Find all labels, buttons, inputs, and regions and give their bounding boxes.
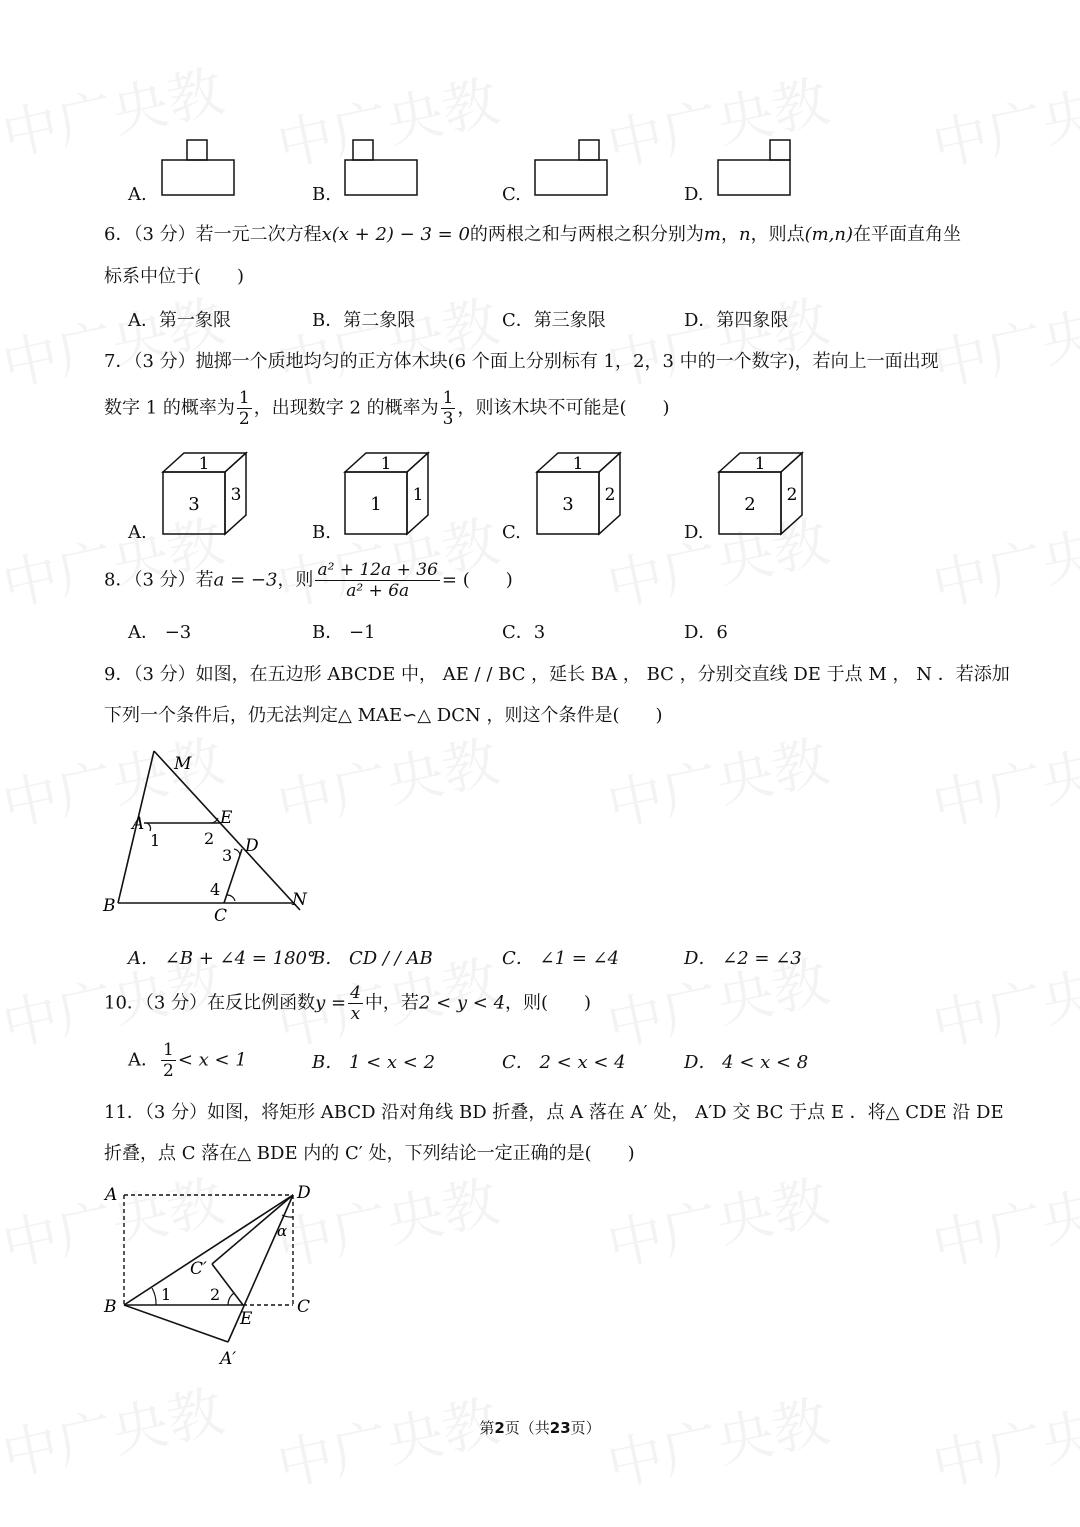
fraction-denominator: 3 — [442, 409, 454, 429]
footer-page-number: 2 — [494, 1419, 505, 1437]
q9-label-e: E — [220, 808, 233, 828]
q9-angle-3: 3 — [222, 846, 233, 865]
q6-text: ， — [720, 224, 739, 245]
q8-line — [104, 560, 513, 601]
q9-option-d: D． ∠2 = ∠3 — [684, 948, 802, 969]
q9-label-c: C — [214, 906, 228, 926]
q8-option-d: D．6 — [684, 622, 728, 643]
q9-option-c: C． ∠1 = ∠4 — [502, 948, 620, 969]
q7-text: ，则该木块不可能是( ) — [457, 397, 670, 419]
q6-equation: x(x + 2) − 3 = 0 — [321, 224, 470, 245]
watermark — [599, 278, 835, 403]
q10-option-d: D． 4 < x < 8 — [684, 1052, 809, 1073]
q11-label-a-prime: A′ — [220, 1349, 237, 1369]
q9-label-b: B — [103, 896, 116, 916]
q7-line-2 — [104, 388, 670, 429]
q10-option-c: C． 2 < x < 4 — [502, 1052, 626, 1073]
q11-angle-1: 1 — [161, 1285, 172, 1304]
footer-text: 第 — [479, 1419, 495, 1437]
q6-var-n: n — [738, 224, 751, 245]
q9-label-m: M — [174, 754, 192, 774]
option-letter: A． — [128, 1049, 159, 1071]
q7-option-d-label: D. — [684, 522, 704, 543]
fraction-denominator: x — [350, 1004, 361, 1024]
q9-label-d: D — [245, 836, 259, 856]
fraction-denominator: 2 — [163, 1061, 174, 1081]
q6-text: ，则点 — [750, 224, 805, 245]
q6-option-d: D．第四象限 — [684, 310, 789, 331]
q10-condition: 2 < y < 4 — [418, 992, 506, 1014]
q10-function: y = — [315, 992, 347, 1014]
q10-text: 10．（3 分）在反比例函数 — [104, 992, 316, 1014]
cube-side-number: 2 — [604, 485, 616, 505]
q8-text: ，则 — [277, 569, 314, 591]
q6-option-c: C．第三象限 — [502, 310, 606, 331]
fraction-numerator: 1 — [238, 388, 250, 408]
q11-label-c: C — [297, 1297, 311, 1317]
watermark — [599, 718, 835, 843]
q5-option-a-figure — [160, 138, 238, 198]
q5-option-c-figure — [533, 138, 611, 198]
q5-option-d-label: D. — [684, 184, 704, 205]
cube-top-number: 1 — [572, 454, 584, 474]
watermark — [599, 1158, 835, 1283]
q7-cube-a — [160, 450, 250, 540]
q10-function-fraction — [348, 983, 363, 1024]
q8-text: = ( ) — [441, 569, 513, 591]
fraction-denominator: a² + 6a — [346, 581, 410, 601]
cube-side-number: 1 — [412, 485, 424, 505]
q10-option-a — [128, 1040, 247, 1081]
footer-text: 页） — [570, 1419, 601, 1437]
q7-option-b-label: B. — [312, 522, 331, 543]
q9-angle-1: 1 — [150, 831, 161, 850]
fraction-numerator: a² + 12a + 36 — [317, 560, 438, 580]
q6-point: (m,n) — [804, 224, 854, 245]
footer-text: 页（共 — [504, 1419, 550, 1437]
q8-option-a: A． −3 — [128, 622, 192, 643]
watermark — [599, 1378, 835, 1503]
q6-text: 6．（3 分）若一元二次方程 — [104, 224, 322, 245]
watermark — [269, 1378, 505, 1503]
q10-option-a-fraction — [161, 1040, 176, 1081]
cube-side-number: 3 — [230, 485, 242, 505]
q7-cube-c — [534, 450, 624, 540]
q5-option-a-label: A. — [128, 184, 147, 205]
q8-option-c: C．3 — [502, 622, 546, 643]
watermark — [0, 278, 230, 403]
q6-line-1 — [104, 224, 961, 246]
cube-front-number: 1 — [370, 494, 382, 515]
fraction-denominator: 2 — [238, 409, 250, 429]
q5-option-d-figure — [716, 138, 794, 198]
q5-option-b-figure — [343, 138, 421, 198]
q6-var-m: m — [703, 224, 721, 245]
watermark — [924, 58, 1080, 183]
q7-text: ，出现数字 2 的概率为 — [253, 397, 439, 419]
q9-angle-4: 4 — [210, 880, 221, 899]
q7-cube-b — [342, 450, 432, 540]
q11-line-2: 折叠，点 C 落在△ BDE 内的 C′ 处，下列结论一定正确的是( ) — [104, 1143, 635, 1164]
cube-front-number: 2 — [744, 494, 756, 515]
q11-label-a: A — [105, 1185, 118, 1205]
watermark — [924, 498, 1080, 623]
watermark — [924, 718, 1080, 843]
footer-total-pages: 23 — [549, 1419, 571, 1437]
watermark — [924, 1378, 1080, 1503]
q9-option-a: A． ∠B + ∠4 = 180° — [128, 948, 316, 969]
q8-fraction — [315, 560, 439, 601]
q8-text: 8．（3 分）若 — [104, 569, 214, 591]
q10-text: ，则( ) — [505, 992, 592, 1014]
q9-label-n: N — [292, 890, 307, 910]
fraction-numerator: 1 — [163, 1040, 174, 1060]
cube-front-number: 3 — [562, 494, 574, 515]
q9-pentagon-figure — [100, 745, 320, 930]
q7-fraction-1 — [237, 388, 252, 429]
q6-text: 在平面直角坐 — [853, 224, 962, 245]
q9-line-1: 9．（3 分）如图，在五边形 ABCDE 中， AE / / BC ，延长 BA ， BC ，分别交直线 DE 于点 M ， N ．若添加 — [104, 664, 1010, 685]
watermark — [924, 278, 1080, 403]
q5-option-b-label: B. — [312, 184, 331, 205]
q6-line-2: 标系中位于( ) — [104, 266, 245, 287]
q8-option-b: B． −1 — [312, 622, 376, 643]
page-footer — [0, 1417, 1080, 1438]
cube-top-number: 1 — [380, 454, 392, 474]
watermark — [924, 1158, 1080, 1283]
q7-option-a-label: A. — [128, 522, 147, 543]
q10-line — [104, 983, 591, 1024]
q9-label-a: A — [132, 814, 145, 834]
q7-option-c-label: C. — [502, 522, 521, 543]
q7-fraction-2 — [441, 388, 456, 429]
q11-label-c-prime: C′ — [190, 1259, 207, 1279]
q8-condition: a = −3 — [213, 569, 278, 591]
option-text: < x < 1 — [177, 1049, 247, 1071]
watermark — [269, 278, 505, 403]
q11-label-e: E — [240, 1309, 253, 1329]
q11-label-alpha: α — [277, 1222, 288, 1240]
q11-line-1: 11．（3 分）如图，将矩形 ABCD 沿对角线 BD 折叠，点 A 落在 A′ 处， A′D 交 BC 于点 E ．将△ CDE 沿 DE — [104, 1102, 1004, 1123]
q11-label-b: B — [104, 1297, 117, 1317]
q9-line-2: 下列一个条件后，仍无法判定△ MAE∽△ DCN ，则这个条件是( ) — [104, 705, 663, 726]
q9-angle-2: 2 — [204, 829, 215, 848]
q9-option-b: B． CD / / AB — [312, 948, 433, 969]
q10-text: 中，若 — [364, 992, 419, 1014]
watermark — [924, 938, 1080, 1063]
cube-top-number: 1 — [198, 454, 210, 474]
q5-option-c-label: C. — [502, 184, 521, 205]
q6-option-a: A．第一象限 — [128, 310, 231, 331]
q11-rectangle-fold-figure — [100, 1180, 330, 1370]
q7-cube-d — [716, 450, 806, 540]
q7-text: 数字 1 的概率为 — [104, 397, 235, 419]
q6-option-b: B．第二象限 — [312, 310, 416, 331]
cube-top-number: 1 — [754, 454, 766, 474]
fraction-numerator: 4 — [350, 983, 361, 1003]
q6-text: 的两根之和与两根之积分别为 — [469, 224, 704, 245]
cube-side-number: 2 — [786, 485, 798, 505]
cube-front-number: 3 — [188, 494, 200, 515]
fraction-numerator: 1 — [442, 388, 454, 408]
q10-option-b: B． 1 < x < 2 — [312, 1052, 436, 1073]
q11-angle-2: 2 — [210, 1285, 221, 1304]
q11-label-d: D — [297, 1183, 311, 1203]
q7-line-1: 7．（3 分）抛掷一个质地均匀的正方体木块(6 个面上分别标有 1，2，3 中的一个数字)，若向上一面出现 — [104, 351, 939, 372]
